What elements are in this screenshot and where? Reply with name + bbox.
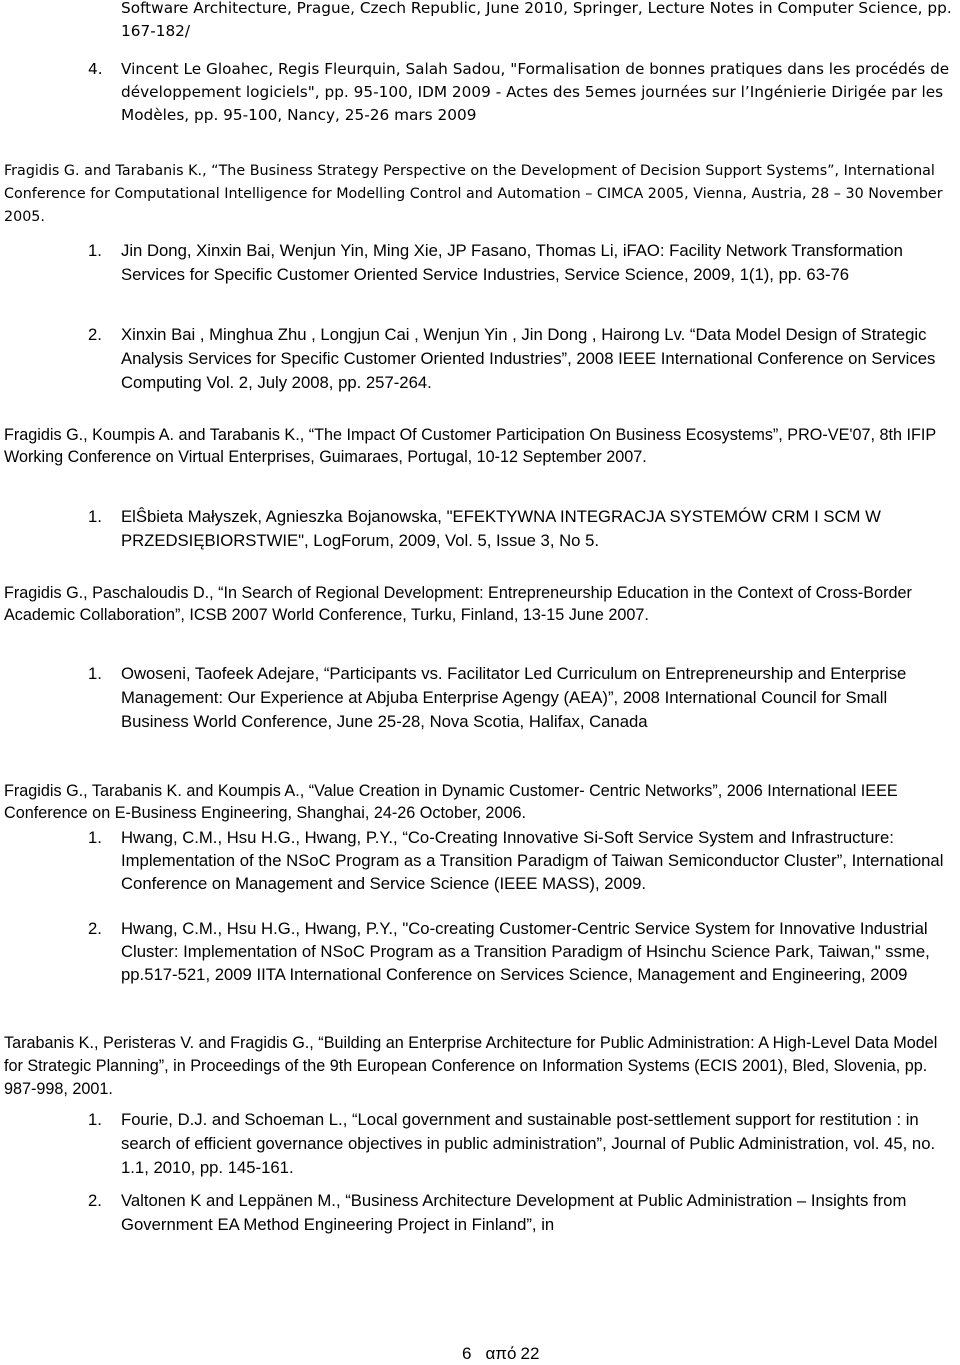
list-item-number: 2. [88,919,102,938]
list-item [88,323,956,395]
list-item [88,0,956,43]
list-item-text: ElŜbieta Małyszek, Agnieszka Bojanowska, "EFEKTYWNA INTEGRACJA SYSTEMÓW CRM I SCM W PRZEDSIĘBIORSTWIE", LogForum, 2009, Vol. 5, Issue 3, No 5. [121,507,881,550]
list-item [88,58,956,127]
list-item-number: 4. [88,60,103,78]
list-item [88,1189,956,1237]
list-item-text: Jin Dong, Xinxin Bai, Wenjun Yin, Ming Xie, JP Fasano, Thomas Li, iFAO: Facility Network Transformation Services for Specific Customer Oriented Service Industries, Service Science, 2009, 1(1), pp. 63-76 [121,241,903,284]
list-item-number: 2. [88,1191,102,1210]
list-item-number: 1. [88,1110,102,1129]
list-item-text: Xinxin Bai , Minghua Zhu , Longjun Cai , Wenjun Yin , Jin Dong , Hairong Lv. “Data Model Design of Strategic Analysis Services for Specific Customer Oriented Industries”, 2008 IEEE International Conference on Services Computing Vol. 2, July 2008, pp. 257-264. [121,325,936,392]
list-item-text: Fourie, D.J. and Schoeman L., “Local government and sustainable post-settlement support for restitution : in search of efficient governance objectives in public administration”, Journal of Public Administration, vol. 45, no. 1.1, 2010, pp. 145-161. [121,1110,936,1177]
list-item-text: Valtonen K and Leppänen M., “Business Architecture Development at Public Administration – Insights from Government EA Method Engineering Project in Finland”, in [121,1191,907,1234]
list-item [88,505,956,553]
list-item-text: Hwang, C.M., Hsu H.G., Hwang, P.Y., "Co-creating Customer-Centric Service System for Innovative Industrial Cluster: Implementation of NSoC Program as a Transition Paradigm of Hsinchu Science Park, Taiwan," ssme, pp.517-521, 2009 IITA International Conference on Services Science, Management and Engineering, 2009 [121,919,930,984]
list-item [88,917,956,986]
list-item-number: 1. [88,664,102,683]
page-current: 6 [462,1344,472,1363]
list-item-text: Vincent Le Gloahec, Regis Fleurquin, Salah Sadou, "Formalisation de bonnes pratiques dans les procédés de développement logiciels", pp. 95-100, IDM 2009 - Actes des 5emes journées sur l’Ingénierie Dirigée par les Modèles, pp. 95-100, Nancy, 25-26 mars 2009 [121,60,950,124]
reference-entry: Fragidis G., Paschaloudis D., “In Search of Regional Development: Entrepreneurship Education in the Context of Cross-Border Academic Collaboration”, ICSB 2007 World Conference, Turku, Finland, 13-15 June 2007. [4,584,912,624]
list-item [88,826,956,895]
list-item [88,239,956,287]
reference-entry: Fragidis G., Tarabanis K. and Koumpis A., “Value Creation in Dynamic Customer- Centric Networks”, 2006 International IEEE Conference on E-Business Engineering, Shanghai, 24-26 October, 2006. [4,782,898,822]
page-of-label: από [485,1344,517,1363]
page-total: 22 [520,1344,540,1363]
page-number [462,1343,539,1365]
list-item-number: 1. [88,828,102,847]
list-item-number: 1. [88,241,102,260]
reference-entry: Fragidis G. and Tarabanis K., “The Business Strategy Perspective on the Development of Decision Support Systems”, International Conference for Computational Intelligence for Modelling Control and Automation – CIMCA 2005, Vienna, Austria, 28 – 30 November 2005. [4,163,943,225]
list-item-text: Software Architecture, Prague, Czech Republic, June 2010, Springer, Lecture Notes in Computer Science, pp. 167-182/ [121,0,952,40]
reference-entry: Fragidis G., Koumpis A. and Tarabanis K., “The Impact Of Customer Participation On Business Ecosystems”, PRO-VE'07, 8th IFIP Working Conference on Virtual Enterprises, Guimaraes, Portugal, 10-12 September 2007. [4,426,936,466]
list-item [88,1108,956,1180]
list-item-number: 1. [88,507,102,526]
list-item [88,662,956,734]
reference-entry: Tarabanis K., Peristeras V. and Fragidis G., “Building an Enterprise Architecture for Public Administration: A High-Level Data Model for Strategic Planning”, in Proceedings of the 9th European Conference on Information Systems (ECIS 2001), Bled, Slovenia, pp. 987-998, 2001. [4,1034,938,1098]
list-item-number: 2. [88,325,102,344]
list-item-text: Owoseni, Taofeek Adejare, “Participants vs. Facilitator Led Curriculum on Entrepreneurship and Enterprise Management: Our Experience at Abjuba Enterprise Agengy (AEA)”, 2008 International Council for Small Business World Conference, June 25-28, Nova Scotia, Halifax, Canada [121,664,907,731]
list-item-text: Hwang, C.M., Hsu H.G., Hwang, P.Y., “Co-Creating Innovative Si-Soft Service System and Infrastructure: Implementation of the NSoC Program as a Transition Paradigm of Taiwan Semiconductor Cluster”, International Conference on Management and Service Science (IEEE MASS), 2009. [121,828,944,893]
